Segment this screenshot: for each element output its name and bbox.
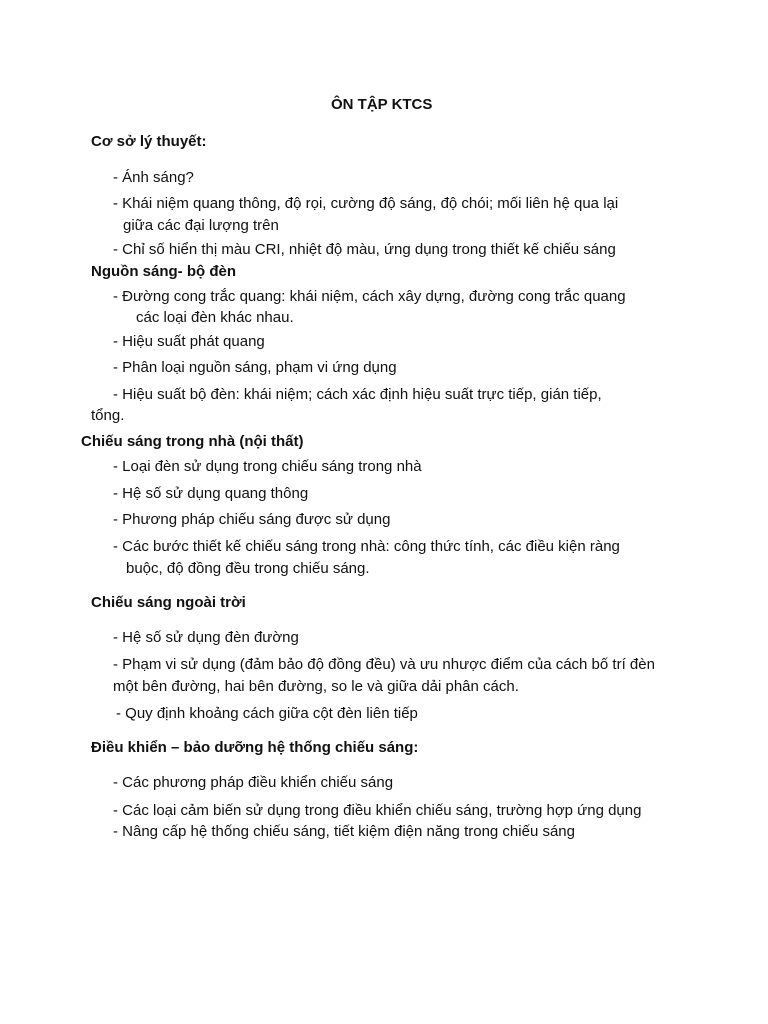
section-heading-light-sources: Nguồn sáng- bộ đèn <box>91 263 236 280</box>
list-item: - Phân loại nguồn sáng, phạm vi ứng dụng <box>113 359 397 376</box>
list-item: - Phương pháp chiếu sáng được sử dụng <box>113 511 391 528</box>
list-item-continuation: buộc, độ đồng đều trong chiếu sáng. <box>126 560 370 577</box>
list-item: - Chỉ số hiển thị màu CRI, nhiệt độ màu, ứng dụng trong thiết kế chiếu sáng <box>113 241 616 258</box>
list-item: - Khái niệm quang thông, độ rọi, cường độ sáng, độ chói; mối liên hệ qua lại <box>113 195 619 212</box>
list-item-continuation: tổng. <box>91 407 125 424</box>
list-item: - Nâng cấp hệ thống chiếu sáng, tiết kiệm điện năng trong chiếu sáng <box>113 823 575 840</box>
section-heading-theory: Cơ sở lý thuyết: <box>91 133 207 150</box>
list-item: - Hiệu suất phát quang <box>113 333 265 350</box>
list-item-continuation: giữa các đại lượng trên <box>123 217 279 234</box>
list-item-continuation: một bên đường, hai bên đường, so le và giữa dải phân cách. <box>113 678 519 695</box>
list-item: - Hệ số sử dụng đèn đường <box>113 629 299 646</box>
list-item: - Phạm vi sử dụng (đảm bảo độ đồng đều) và ưu nhược điểm của cách bố trí đèn <box>113 656 655 673</box>
list-item: - Đường cong trắc quang: khái niệm, cách xây dựng, đường cong trắc quang <box>113 288 626 305</box>
list-item: - Ánh sáng? <box>113 169 194 186</box>
section-heading-control-maintenance: Điều khiển – bảo dưỡng hệ thống chiếu sáng: <box>91 739 419 756</box>
section-heading-indoor-lighting: Chiếu sáng trong nhà (nội thất) <box>81 433 304 450</box>
document-title: ÔN TẬP KTCS <box>331 96 433 113</box>
list-item: - Loại đèn sử dụng trong chiếu sáng trong nhà <box>113 458 422 475</box>
list-item: - Quy định khoảng cách giữa cột đèn liên tiếp <box>116 705 418 722</box>
list-item: - Các phương pháp điều khiển chiếu sáng <box>113 774 394 791</box>
section-heading-outdoor-lighting: Chiếu sáng ngoài trời <box>91 594 246 611</box>
list-item: - Các loại cảm biến sử dụng trong điều khiển chiếu sáng, trường hợp ứng dụng <box>113 802 642 819</box>
list-item: - Các bước thiết kế chiếu sáng trong nhà: công thức tính, các điều kiện ràng <box>113 538 620 555</box>
list-item-continuation: các loại đèn khác nhau. <box>136 309 294 326</box>
list-item: - Hệ số sử dụng quang thông <box>113 485 309 502</box>
list-item: - Hiệu suất bộ đèn: khái niệm; cách xác định hiệu suất trực tiếp, gián tiếp, <box>113 386 602 403</box>
